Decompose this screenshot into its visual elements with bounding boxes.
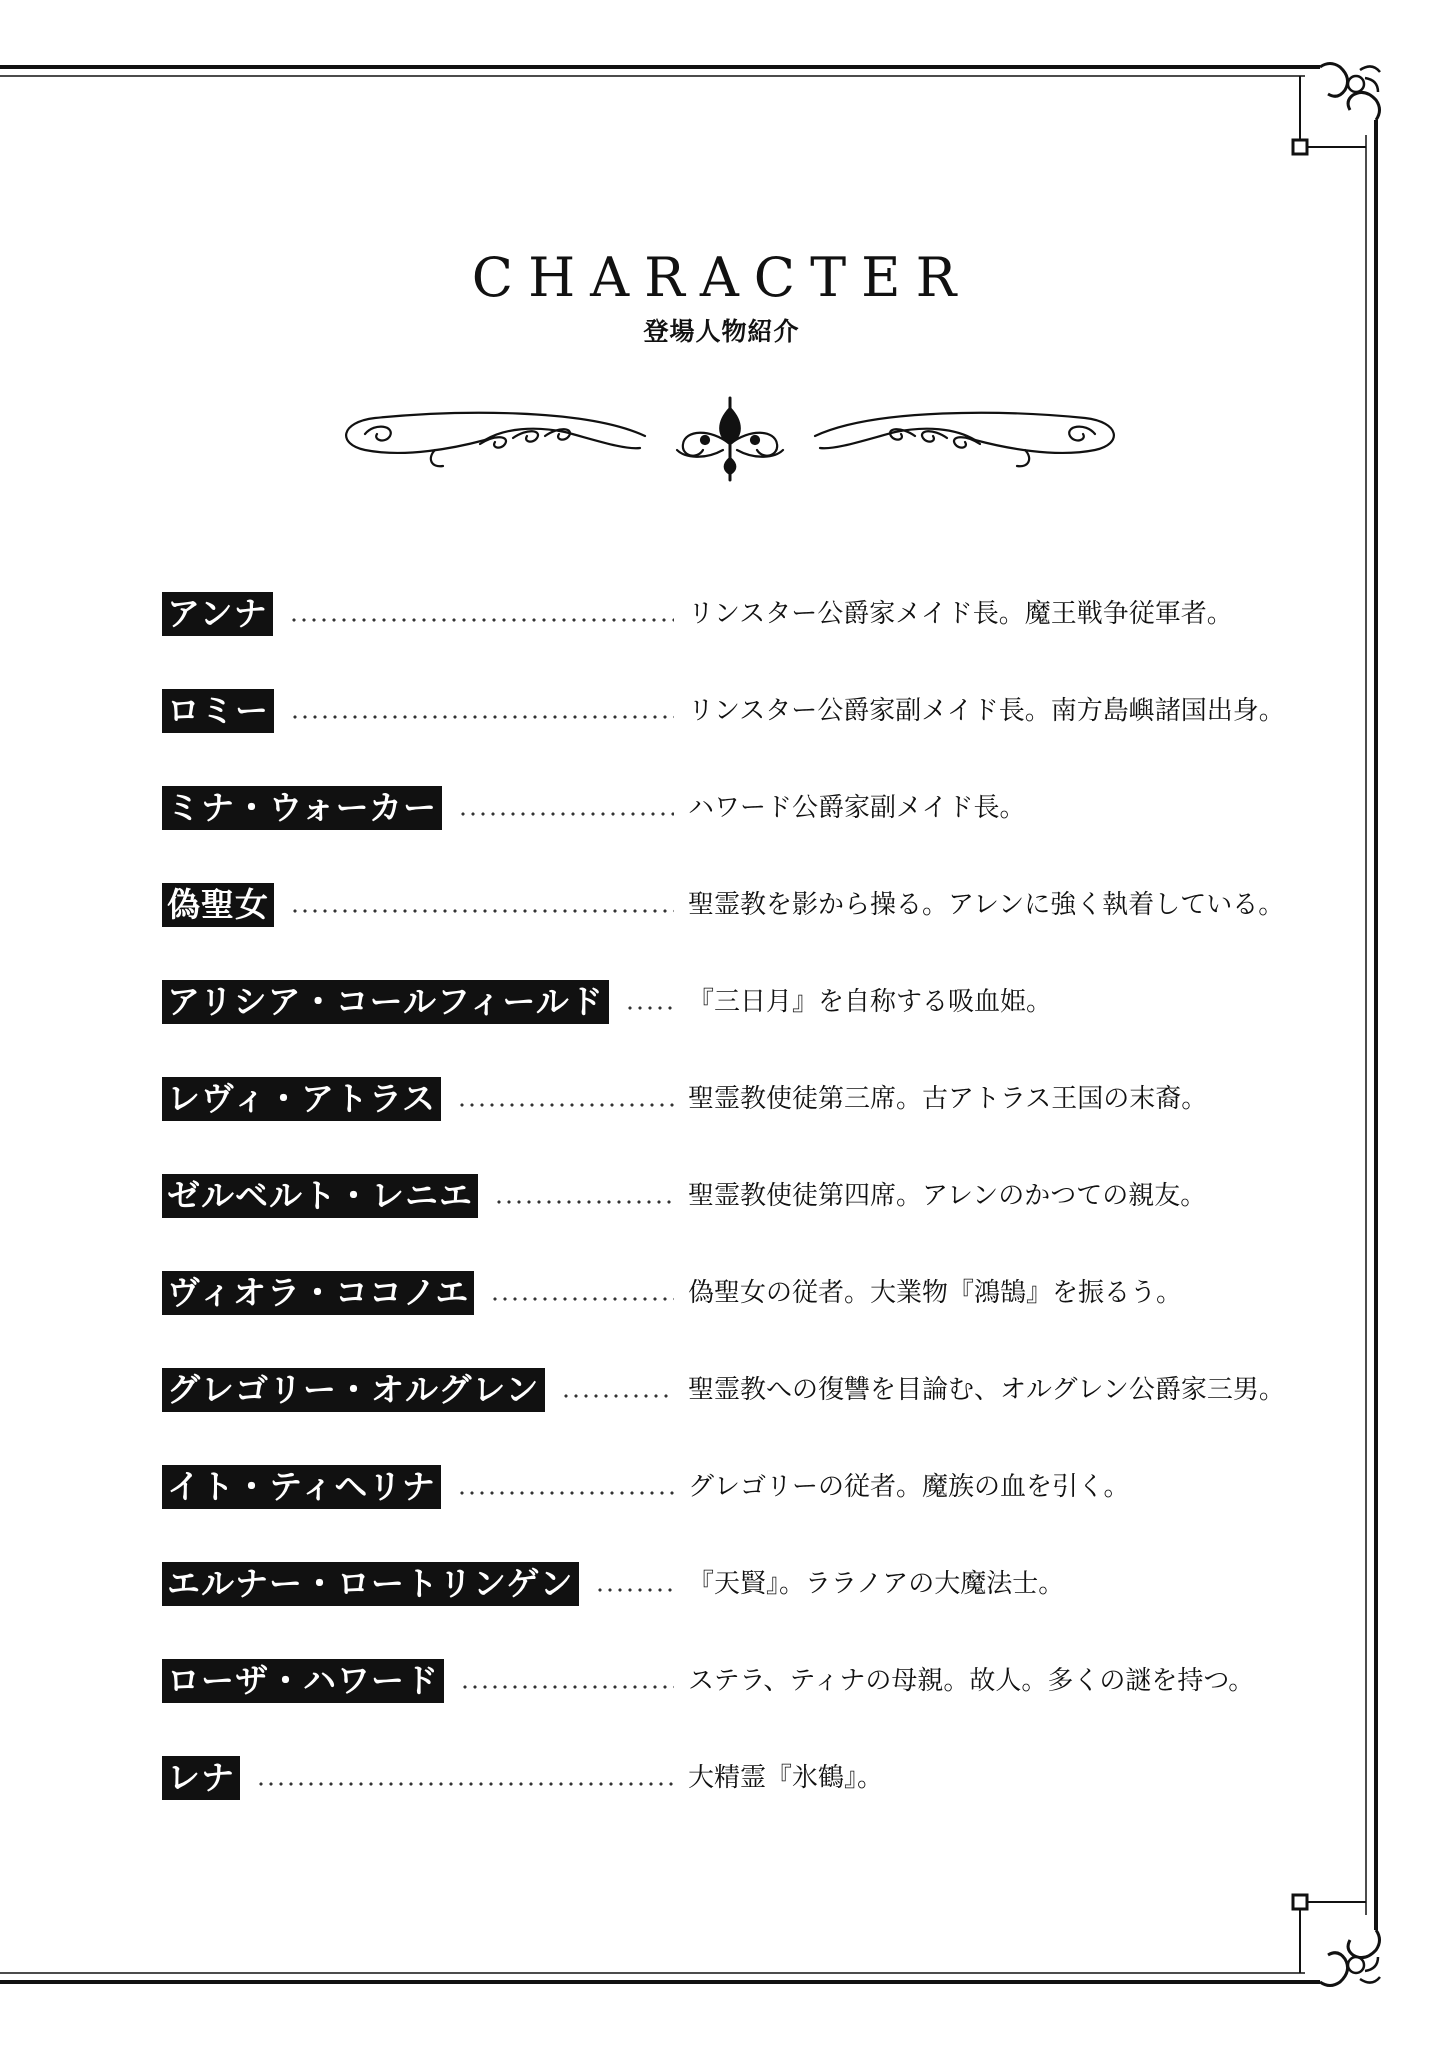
character-description: 聖霊教使徒第三席。古アトラス王国の末裔。 [688, 1084, 1208, 1114]
character-description: 聖霊教使徒第四席。アレンのかつての親友。 [688, 1181, 1207, 1211]
page-subtitle: 登場人物紹介 [643, 317, 800, 346]
character-name: レナ [162, 1756, 240, 1800]
list-item [162, 1756, 1302, 1853]
flourish-ornament [335, 388, 1125, 488]
dot-leader [490, 1271, 674, 1315]
character-description: グレゴリーの従者。魔族の血を引く。 [688, 1472, 1130, 1502]
character-name: ローザ・ハワード [162, 1659, 444, 1703]
character-name: ロミー [162, 689, 274, 733]
list-item [162, 883, 1302, 980]
dot-leader [458, 786, 674, 830]
character-description: 『三日月』を自称する吸血姫。 [688, 987, 1053, 1017]
dot-leader [494, 1174, 674, 1218]
list-item [162, 1174, 1302, 1271]
character-name: ミナ・ウォーカー [162, 786, 442, 830]
character-name: ゼルベルト・レニエ [162, 1174, 478, 1218]
list-item [162, 1077, 1302, 1174]
list-item [162, 1465, 1302, 1562]
character-description: リンスター公爵家副メイド長。南方島嶼諸国出身。 [688, 696, 1285, 726]
list-item [162, 980, 1302, 1077]
dot-leader [256, 1756, 674, 1800]
list-item [162, 1659, 1302, 1756]
list-item [162, 1562, 1302, 1659]
character-name: 偽聖女 [162, 883, 274, 927]
list-item [162, 1271, 1302, 1368]
character-description: 『天賢』。ララノアの大魔法士。 [688, 1569, 1065, 1599]
character-name: イト・ティヘリナ [162, 1465, 441, 1509]
character-name: エルナー・ロートリンゲン [162, 1562, 579, 1606]
page-title: CHARACTER [471, 246, 972, 309]
list-item [162, 689, 1302, 786]
dot-leader [290, 689, 674, 733]
dot-leader [457, 1077, 674, 1121]
dot-leader [561, 1368, 674, 1412]
dot-leader [460, 1659, 674, 1703]
list-item [162, 786, 1302, 883]
dot-leader [289, 592, 674, 636]
dot-leader [625, 980, 674, 1024]
character-name: ヴィオラ・ココノエ [162, 1271, 474, 1315]
character-name: グレゴリー・オルグレン [162, 1368, 545, 1412]
character-list [162, 592, 1302, 1853]
character-name: アンナ [162, 592, 273, 636]
character-description: ハワード公爵家副メイド長。 [688, 793, 1026, 823]
character-name: アリシア・コールフィールド [162, 980, 609, 1024]
list-item [162, 592, 1302, 689]
dot-leader [595, 1562, 674, 1606]
character-description: リンスター公爵家メイド長。魔王戦争従軍者。 [688, 599, 1233, 629]
character-description: 偽聖女の従者。大業物『鴻鵠』を振るう。 [688, 1278, 1183, 1308]
character-description: ステラ、ティナの母親。故人。多くの謎を持つ。 [688, 1666, 1255, 1696]
character-name: レヴィ・アトラス [162, 1077, 441, 1121]
character-description: 聖霊教への復讐を目論む、オルグレン公爵家三男。 [688, 1375, 1285, 1405]
dot-leader [290, 883, 674, 927]
character-description: 大精霊『氷鶴』。 [688, 1763, 884, 1793]
character-description: 聖霊教を影から操る。アレンに強く執着している。 [688, 890, 1285, 920]
dot-leader [457, 1465, 674, 1509]
list-item [162, 1368, 1302, 1465]
